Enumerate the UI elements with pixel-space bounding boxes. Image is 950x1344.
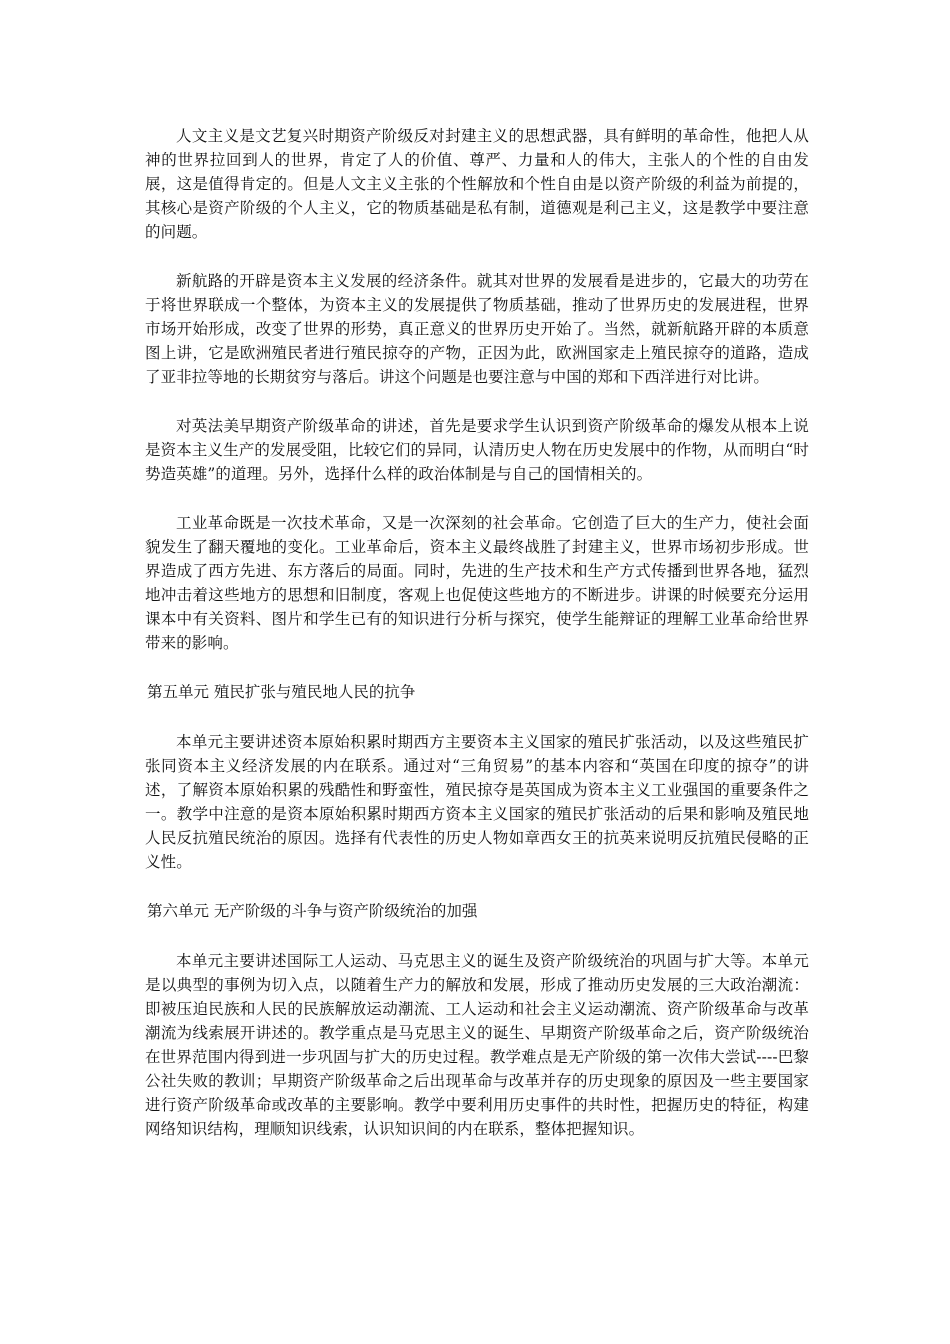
paragraph-humanism: 人文主义是文艺复兴时期资产阶级反对封建主义的思想武器，具有鲜明的革命性，他把人从神的世界拉回到人的世界，肯定了人的价值、尊严、力量和人的伟大，主张人的个性的自由发展，这是值得肯定的。但是人文主义主张的个性解放和个性自由是以资产阶级的利益为前提的，其核心是资产阶级的个人主义，它的物质基础是私有制，道德观是利己主义，这是教学中要注意的问题。 — [145, 127, 809, 241]
paragraph-unit-6: 本单元主要讲述国际工人运动、马克思主义的诞生及资产阶级统治的巩固与扩大等。本单元是以典型的事例为切入点，以随着生产力的解放和发展，形成了推动历史发展的三大政治潮流：即被压迫民族和人民的民族解放运动潮流、工人运动和社会主义运动潮流、资产阶级革命与改革潮流为线索展开讲述的。教学重点是马克思主义的诞生、早期资产阶级革命之后，资产阶级统治在世界范围内得到进一步巩固与扩大的历史过程。教学难点是无产阶级的第一次伟大尝试----巴黎公社失败的教训；早期资产阶级革命之后出现革命与改革并存的历史现象的原因及一些主要国家进行资产阶级革命或改革的主要影响。教学中要利用历史事件的共时性，把握历史的特征，构建网络知识结构，理顺知识线索，认识知识间的内在联系，整体把握知识。 — [145, 952, 809, 1138]
paragraph-industrial-revolution: 工业革命既是一次技术革命，又是一次深刻的社会革命。它创造了巨大的生产力，使社会面貌发生了翻天覆地的变化。工业革命后，资本主义最终战胜了封建主义，世界市场初步形成。世界造成了西方先进、东方落后的局面。同时，先进的生产技术和生产方式传播到世界各地，猛烈地冲击着这些地方的思想和旧制度，客观上也促使这些地方的不断进步。讲课的时候要充分运用课本中有关资料、图片和学生已有的知识进行分析与探究，使学生能辩证的理解工业革命给世界带来的影响。 — [145, 514, 809, 652]
paragraph-unit-5: 本单元主要讲述资本原始积累时期西方主要资本主义国家的殖民扩张活动，以及这些殖民扩张同资本主义经济发展的内在联系。通过对“三角贸易”的基本内容和“英国在印度的掠夺”的讲述，了解资本原始积累的残酷性和野蛮性，殖民掠夺是英国成为资本主义工业强国的重要条件之一。教学中注意的是资本原始积累时期西方资本主义国家的殖民扩张活动的后果和影响及殖民地人民反抗殖民统治的原因。选择有代表性的历史人物如章西女王的抗英来说明反抗殖民侵略的正义性。 — [145, 733, 809, 871]
section-heading-unit-5: 第五单元 殖民扩张与殖民地人民的抗争 — [147, 683, 416, 701]
paragraph-bourgeois-revolutions: 对英法美早期资产阶级革命的讲述，首先是要求学生认识到资产阶级革命的爆发从根本上说是资本主义生产的发展受阻，比较它们的异同，认清历史人物在历史发展中的作物，从而明白“时势造英雄”的道理。另外，选择什么样的政治体制是与自己的国情相关的。 — [145, 417, 809, 483]
document-page — [145, 124, 809, 1166]
section-heading-unit-6: 第六单元 无产阶级的斗争与资产阶级统治的加强 — [147, 902, 478, 920]
paragraph-new-sea-routes: 新航路的开辟是资本主义发展的经济条件。就其对世界的发展看是进步的，它最大的功劳在于将世界联成一个整体，为资本主义的发展提供了物质基础，推动了世界历史的发展进程，世界市场开始形成，改变了世界的形势，真正意义的世界历史开始了。当然，就新航路开辟的本质意图上讲，它是欧洲殖民者进行殖民掠夺的产物，正因为此，欧洲国家走上殖民掠夺的道路，造成了亚非拉等地的长期贫穷与落后。讲这个问题是也要注意与中国的郑和下西洋进行对比讲。 — [145, 272, 809, 386]
